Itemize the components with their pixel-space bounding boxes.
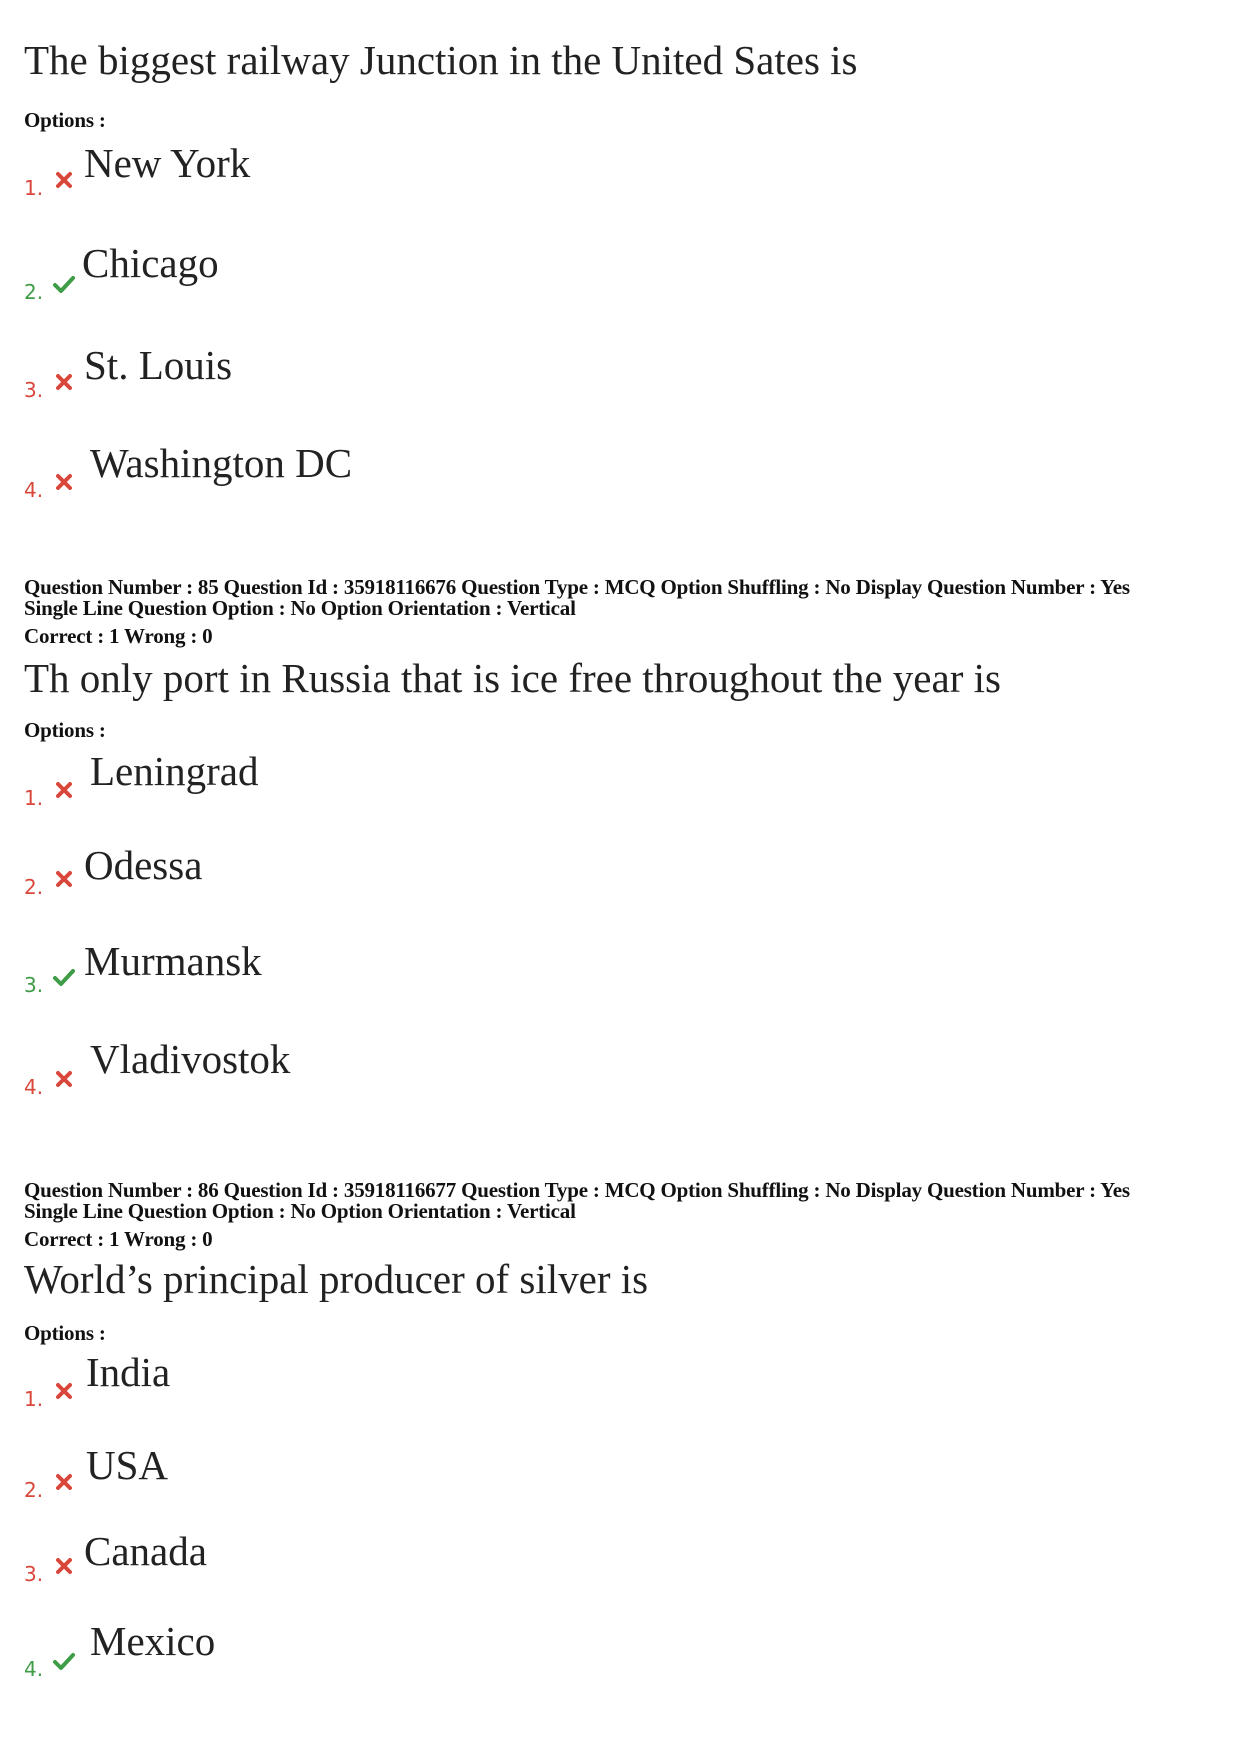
- option-number: 4.: [24, 1075, 44, 1099]
- option-number: 2.: [24, 875, 44, 899]
- option-number: 4.: [24, 1657, 44, 1681]
- cross-icon: [54, 1472, 74, 1492]
- options-label: Options :: [24, 108, 106, 132]
- option-text: Canada: [84, 1528, 207, 1574]
- cross-icon: [54, 372, 74, 392]
- options-label: Options :: [24, 1321, 106, 1345]
- question-meta-line: Question Number : 85 Question Id : 35918116676 Question Type : MCQ Option Shuffling : No Display Question Number : Yes: [24, 575, 1130, 599]
- option-text: USA: [86, 1442, 169, 1488]
- option-text: St. Louis: [84, 342, 233, 388]
- cross-icon: [54, 1069, 74, 1089]
- option-number: 3.: [24, 1562, 44, 1586]
- option-number: 3.: [24, 973, 44, 997]
- checkmark-icon: [52, 274, 76, 294]
- option-text: New York: [84, 140, 251, 186]
- option-text: Vladivostok: [90, 1036, 291, 1082]
- option-text: India: [86, 1349, 171, 1395]
- option-text: Odessa: [84, 842, 203, 888]
- option-text: Chicago: [82, 240, 219, 286]
- question-text: Th only port in Russia that is ice free throughout the year is: [24, 655, 1001, 701]
- option-number: 2.: [24, 280, 44, 304]
- option-number: 4.: [24, 478, 44, 502]
- cross-icon: [54, 1381, 74, 1401]
- option-text: Mexico: [90, 1618, 216, 1664]
- option-number: 2.: [24, 1478, 44, 1502]
- option-text: Murmansk: [84, 938, 262, 984]
- cross-icon: [54, 869, 74, 889]
- option-text: Washington DC: [90, 440, 353, 486]
- question-text: World’s principal producer of silver is: [24, 1256, 649, 1302]
- checkmark-icon: [52, 967, 76, 987]
- options-label: Options :: [24, 718, 106, 742]
- option-text: Leningrad: [90, 748, 259, 794]
- question-meta-line: Question Number : 86 Question Id : 35918116677 Question Type : MCQ Option Shuffling : No Display Question Number : Yes: [24, 1178, 1130, 1202]
- option-number: 3.: [24, 378, 44, 402]
- cross-icon: [54, 170, 74, 190]
- cross-icon: [54, 1556, 74, 1576]
- marks-info: Correct : 1 Wrong : 0: [24, 1227, 213, 1251]
- option-number: 1.: [24, 1387, 44, 1411]
- question-meta-line: Single Line Question Option : No Option Orientation : Vertical: [24, 1199, 576, 1223]
- checkmark-icon: [52, 1651, 76, 1671]
- question-text: The biggest railway Junction in the United Sates is: [24, 37, 858, 83]
- question-meta-line: Single Line Question Option : No Option Orientation : Vertical: [24, 596, 576, 620]
- option-number: 1.: [24, 176, 44, 200]
- cross-icon: [54, 780, 74, 800]
- cross-icon: [54, 472, 74, 492]
- marks-info: Correct : 1 Wrong : 0: [24, 624, 213, 648]
- option-number: 1.: [24, 786, 44, 810]
